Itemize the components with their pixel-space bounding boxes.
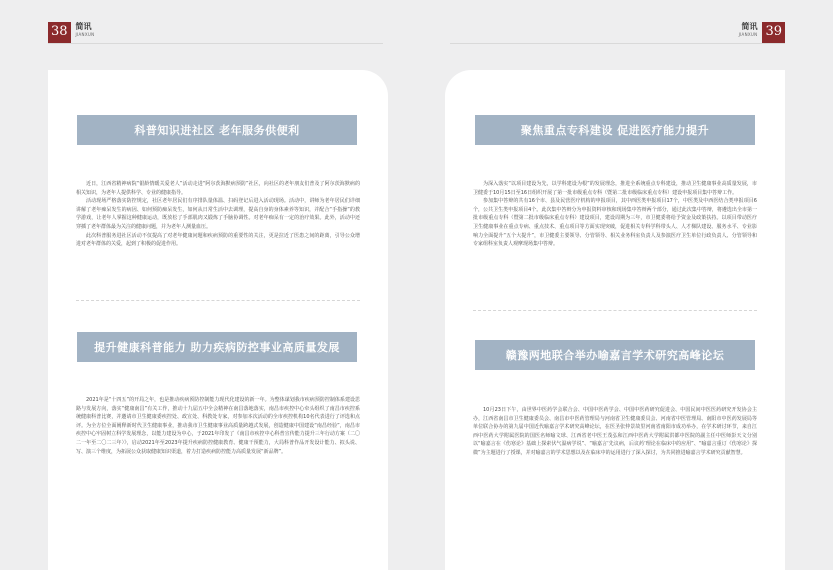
section-brand-right — [739, 22, 758, 38]
article-title-band — [77, 115, 357, 145]
paragraph: 10月23日下午，由世界中医药学会联合会、中国中医药学会、中国中医药研究促进会、中国民间中医医药研究开发协会主办，江西省南昌市卫生健康委员会、南昌市中医药管理局与河南省卫生健康委员会、河南省中医管理局、南阳市中医药发展局等单位联合协办的第九届中国近代喻嘉言学术研究高峰论坛，在医圣张仲景故里河南省南阳市成功举办，在学术研讨环节，来自江西中医药大学附属医院的国医名师喻文球、江西省老中医王茂弘和江西中医药大学附属洪都中医院的副主任中医师彭天文分别以“喻嘉言在《伤寒论》基础上探索伏气温病学说”、“喻嘉言‘先议病，后议药’理论在临床中的应用”、“喻嘉言重订《伤寒论》探微”为主题进行了授课，并对喻嘉言的学术思想以及在临床中的运用进行了深入探讨，为共同推进喻嘉言学术研究贡献智慧。 — [473, 407, 757, 456]
left-page-card — [48, 70, 388, 570]
paragraph: 此次科普服务进社区活动不仅提高了对老年健康问题和疾病预防的重要性的关注，更是拉近了医患之间的距离，引导公众增进对老年群体的关爱，起到了积极的促进作用。 — [76, 232, 360, 248]
article-title-band — [77, 332, 357, 362]
article-divider — [473, 310, 757, 311]
right-page-number: 39 — [762, 22, 785, 43]
paragraph: 为深入落实“以项目建设为先，以学科建设为根”的发展理念，推进全系统重点专科建设，推动卫生健康事业高质量发展，市卫健委于10月15日至16日组织开展了第一批市级重点专科（暨第二批市级临床重点专科）建设申报项目集中答辩工作。 — [473, 181, 757, 196]
article-title: 聚焦重点专科建设 促进医疗能力提升 — [520, 124, 710, 137]
section-title-zh: 简讯 — [75, 22, 92, 31]
article-title: 赣豫两地联合举办喻嘉言学术研究高峰论坛 — [505, 349, 725, 362]
article-body — [473, 180, 757, 249]
article-title-band — [475, 340, 755, 370]
article-body — [473, 406, 757, 458]
section-title-zh: 简讯 — [741, 22, 758, 31]
paragraph: 活动现场严格落实防控规定，社区老年居民们有序排队量体温、扫码登记后进入活动现场。活动中，讲师为老年居民们详细讲解了老年痴呆发生的病因、如何预防痴呆发生，如何从日常生活中去调理，提高自身的身体素养等知识，并配合“手指操”的教学游戏，让老年人掌握这种健康运动，既放松了手部肌肉又锻炼了手脑协调性。对老年痴呆有一定的治疗效果。此外，活动中还穿插了老年群体最为关注的健康问题，并为老年人测量血压。 — [76, 198, 360, 230]
article-divider — [76, 300, 360, 301]
left-page-header — [48, 22, 99, 43]
right-page-card — [445, 70, 785, 570]
section-brand-left — [76, 22, 95, 38]
paragraph: 近日，江西省精神病院“银龄情暖关爱老人”活动走进“阿尔茨海默病预防”社区，向社区的老年朋友们普及了阿尔茨海默病的相关知识，为老年人提供科学、专业的健康指导。 — [76, 181, 360, 196]
paragraph: 参加集中答辩的共有16个市、县及民营医疗机构的申报项目，其中西医类申报项目17个，中医类及中西医结合类申报项目6个，公共卫生类申报项目4个。此次集中答辩分为申报资料审核和现场集中答辩两个部分，通过此次集中答辩，将遴选出全市第一批市级重点专科（暨第二批市级临床重点专科）建设项目，建设周期为三年，市卫健委将给予资金及政策扶持。以项目带动医疗卫生健康事业在重点专病、重点技术、重点项目等方面实现突破，促进相关专科学科带头人、人才梯队建设、服务水平、专业影响力全面提升“五个大提升”，市卫健委主要领导、分管领导、相关业务科室负责人及参演医疗卫生单位行政负责人、分管领导和专家组科室负责人观摩现场集中答辩。 — [473, 198, 757, 248]
left-page-number: 38 — [48, 22, 71, 43]
article-body — [76, 396, 360, 456]
header-rule-right — [450, 43, 785, 44]
article-title: 科普知识进社区 老年服务供便利 — [134, 124, 300, 137]
right-page-header — [734, 22, 785, 43]
article-body — [76, 180, 360, 249]
section-title-en: JIANXUN — [738, 32, 758, 37]
article-title: 提升健康科普能力 助力疾病防控事业高质量发展 — [94, 341, 340, 354]
paragraph: 2021年是“十四五”的开局之年，也是推动疾病预防控制能力现代化建设的新一年。为整体谋划我市疾病预防控制体系建设思路与发展方向，落实“健康南昌”有关工作，推动十九届五中全会精神在南昌落地落实，南昌市疾控中心牵头组织了南昌市疾控系统健康科普比赛，并邀请市卫生健康委疾控处、政宣处、科教处专家，对参加本次活动的全市疾控机构10名代表进行了评选和点评。为全方位全面阐释新时代卫生健康事业，推动我市卫生健康事业高质量跨越式发展，创造健康中国建设“南昌经验”，南昌市疾控中心牢固树立科学发展理念，以能力建设为中心，于2021年印发了《南昌市疾控中心科普宣传能力提升三年行动方案（二〇二一年至二〇二三年）》，启动2021年至2023年提升疾病防控健康教育、健康干预能力，大局科普作品开发设计能力、拟头说、写、演三个维度，为拓展公众获取健康知识渠道，着力打造疾病防控能力高质量发展“新品牌”。 — [76, 397, 360, 455]
article-title-band — [475, 115, 755, 145]
header-rule-left — [48, 43, 383, 44]
section-title-en: JIANXUN — [75, 32, 95, 37]
